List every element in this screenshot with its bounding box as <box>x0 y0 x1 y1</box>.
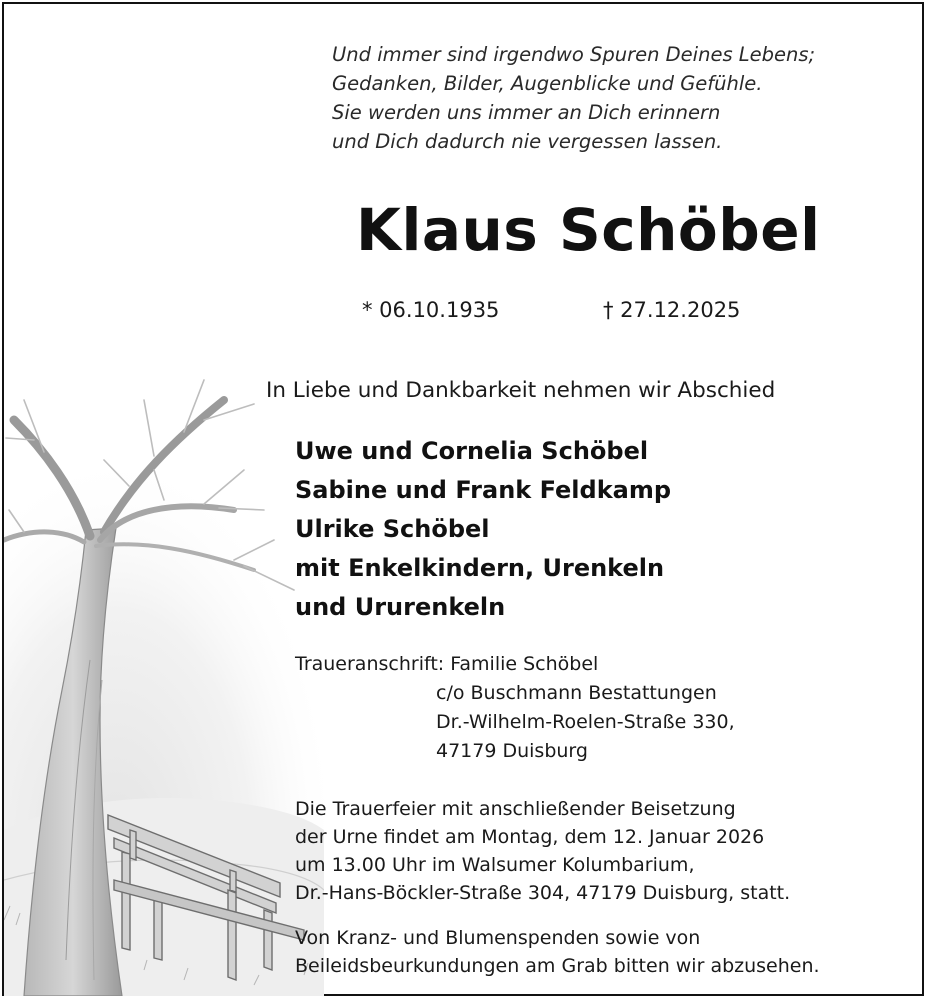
tree-and-bench-illustration <box>4 360 324 996</box>
poem-line: und Dich dadurch nie vergessen lassen. <box>332 130 723 153</box>
service-line: Dr.-Hans-Böckler-Straße 304, 47179 Duisburg, statt. <box>295 882 791 904</box>
mourner-line: Ulrike Schöbel <box>295 515 490 543</box>
farewell-line: In Liebe und Dankbarkeit nehmen wir Abschied <box>266 378 776 403</box>
deceased-name: Klaus Schöbel <box>356 196 821 264</box>
funeral-service-notice <box>295 795 790 907</box>
mourner-line: und Ururenkeln <box>295 593 506 621</box>
death-date: † 27.12.2025 <box>603 298 741 322</box>
mourning-address <box>295 650 735 766</box>
address-label: Traueranschrift: Familie Schöbel <box>295 653 599 675</box>
mourner-line: mit Enkelkindern, Urenkeln <box>295 554 665 582</box>
poem <box>332 40 815 156</box>
service-line: der Urne findet am Montag, dem 12. Januar 2026 <box>295 826 765 848</box>
poem-line: Sie werden uns immer an Dich erinnern <box>332 101 721 124</box>
mourner-line: Sabine und Frank Feldkamp <box>295 476 672 504</box>
mourners-list <box>295 432 671 627</box>
flowers-request <box>295 924 820 980</box>
service-line: um 13.00 Uhr im Walsumer Kolumbarium, <box>295 854 695 876</box>
flowers-line: Beileidsbeurkundungen am Grab bitten wir abzusehen. <box>295 955 820 977</box>
flowers-line: Von Kranz- und Blumenspenden sowie von <box>295 927 701 949</box>
address-line: 47179 Duisburg <box>436 740 588 762</box>
address-line: Dr.-Wilhelm-Roelen-Straße 330, <box>436 711 735 733</box>
poem-line: Und immer sind irgendwo Spuren Deines Lebens; <box>332 43 816 66</box>
poem-line: Gedanken, Bilder, Augenblicke und Gefühle. <box>332 72 763 95</box>
birth-date: * 06.10.1935 <box>362 298 500 322</box>
mourner-line: Uwe und Cornelia Schöbel <box>295 437 649 465</box>
address-line: c/o Buschmann Bestattungen <box>436 682 717 704</box>
service-line: Die Trauerfeier mit anschließender Beisetzung <box>295 798 736 820</box>
